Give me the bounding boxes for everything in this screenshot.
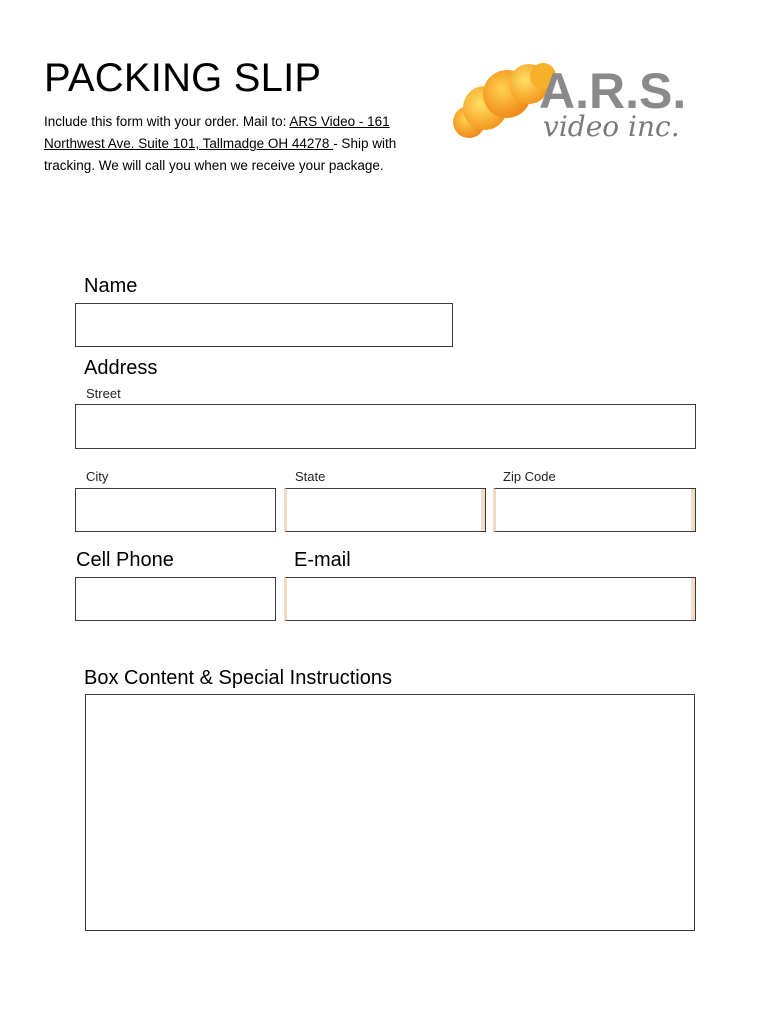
- intro-text: [44, 111, 444, 177]
- name-label: Name: [84, 275, 138, 297]
- ars-video-logo: [447, 58, 719, 154]
- state-label: State: [295, 469, 326, 484]
- page-title: PACKING SLIP: [44, 56, 322, 100]
- address-label: Address: [84, 357, 158, 379]
- mailing-address: ARS Video - 161 Northwest Ave. Suite 101, Tallmadge OH 44278: [44, 114, 390, 151]
- street-label: Street: [86, 386, 121, 401]
- name-field[interactable]: [75, 303, 453, 347]
- email-field[interactable]: [284, 577, 696, 621]
- zip-field[interactable]: [493, 488, 696, 532]
- city-label: City: [86, 469, 109, 484]
- cell-phone-label: Cell Phone: [76, 549, 174, 571]
- logo-main-text: A.R.S.: [539, 63, 687, 119]
- cell-phone-field[interactable]: [75, 577, 276, 621]
- box-content-field[interactable]: [85, 694, 695, 931]
- intro-prefix: Include this form with your order. Mail to:: [44, 114, 290, 129]
- email-label: E-mail: [294, 549, 351, 571]
- zip-label: Zip Code: [503, 469, 556, 484]
- street-field[interactable]: [75, 404, 696, 449]
- box-content-label: Box Content & Special Instructions: [84, 667, 392, 689]
- city-field[interactable]: [75, 488, 276, 532]
- state-field[interactable]: [284, 488, 486, 532]
- intro-suffix: - Ship with tracking. We will call you when we receive your package.: [44, 136, 397, 173]
- logo-sub-text: video inc.: [543, 110, 680, 143]
